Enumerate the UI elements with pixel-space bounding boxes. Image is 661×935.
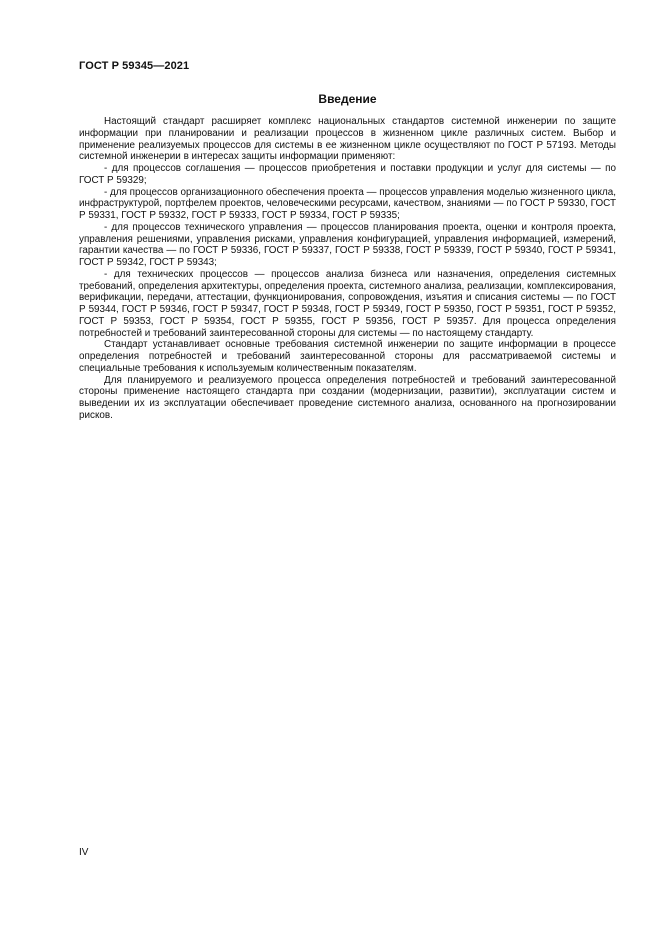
paragraph-agreement-processes: - для процессов соглашения — процессов приобретения и поставки продукции и услуг для системы — по ГОСТ Р 59329; (79, 163, 616, 186)
paragraph-organizational-processes: - для процессов организационного обеспечения проекта — процессов управления моделью жизненного цикла, инфраструктурой, портфелем проектов, человеческими ресурсами, качеством, знаниями — по ГОСТ Р 59330, ГОСТ Р 59331, ГОСТ Р 59332, ГОСТ Р 59333, ГОСТ Р 59334, ГОСТ Р 59335; (79, 186, 616, 221)
paragraph-technical-processes: - для технических процессов — процессов анализа бизнеса или назначения, определения системных требований, определения архитектуры, определения проекта, системного анализа, реализации, комплексирования, верификации, передачи, аттестации, функционирования, сопровождения, изъятия и списания системы — по ГОСТ Р 59344, ГОСТ Р 59346, ГОСТ Р 59347, ГОСТ Р 59348, ГОСТ Р 59349, ГОСТ Р 59350, ГОСТ Р 59351, ГОСТ Р 59352, ГОСТ Р 59353, ГОСТ Р 59354, ГОСТ Р 59355, ГОСТ Р 59356, ГОСТ Р 59357. Для процесса определения потребностей и требований заинтересованной стороны для системы — по настоящему стандарту. (79, 268, 616, 339)
paragraph-technical-management-processes: - для процессов технического управления — процессов планирования проекта, оценки и контроля проекта, управления решениями, управления рисками, управления конфигурацией, управления информацией, измерений, гарантии качества — по ГОСТ Р 59336, ГОСТ Р 59337, ГОСТ Р 59338, ГОСТ Р 59339, ГОСТ Р 59340, ГОСТ Р 59341, ГОСТ Р 59342, ГОСТ Р 59343; (79, 221, 616, 268)
section-title: Введение (318, 92, 377, 106)
document-code: ГОСТ Р 59345—2021 (79, 60, 190, 72)
body-text (79, 116, 616, 422)
paragraph-requirements: Стандарт устанавливает основные требования системной инженерии по защите информации в процессе определения потребностей и требований заинтересованной стороны для рассматриваемой системы и специальные требования к используемым количественным показателям. (79, 339, 616, 374)
paragraph-intro: Настоящий стандарт расширяет комплекс национальных стандартов системной инженерии по защите информации при планировании и реализации процессов в жизненном цикле различных систем. Выбор и применение реализуемых процессов для системы в ее жизненном цикле осуществляют по ГОСТ Р 57193. Методы системной инженерии в интересах защиты информации применяют: (79, 116, 616, 163)
paragraph-application: Для планируемого и реализуемого процесса определения потребностей и требований заинтересованной стороны применение настоящего стандарта при создании (модернизации, развитии), эксплуатации систем и выведении их из эксплуатации обеспечивает проведение системного анализа, основанного на прогнозировании рисков. (79, 374, 616, 421)
page-number: IV (79, 847, 89, 858)
